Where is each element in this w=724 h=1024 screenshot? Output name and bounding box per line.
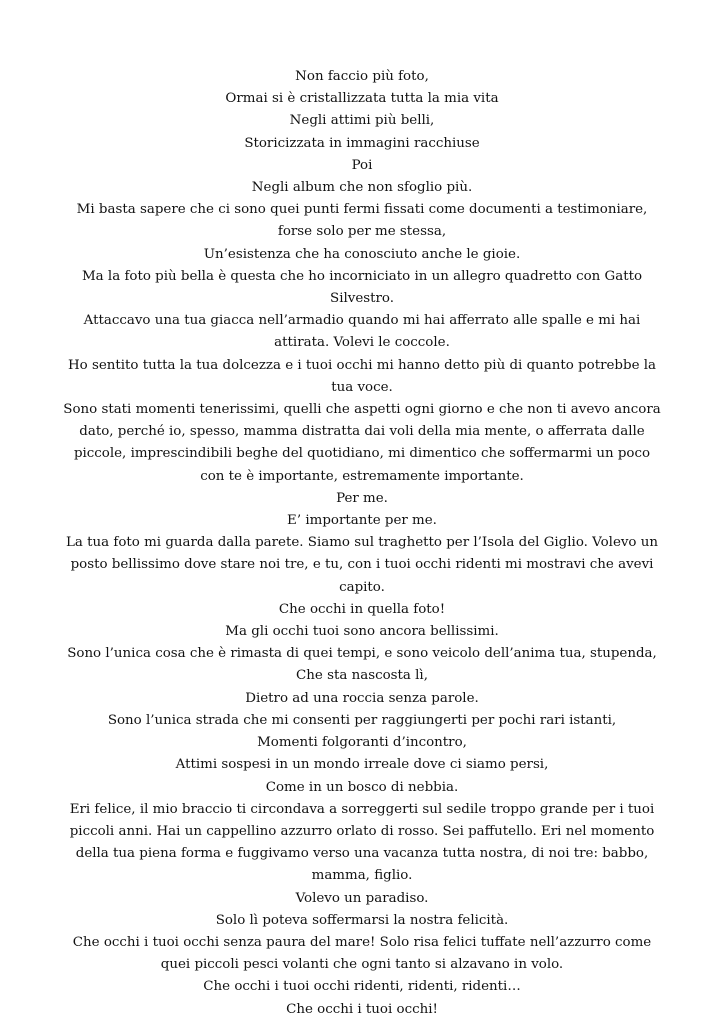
poem-line: Un’esistenza che ha conosciuto anche le gioie. — [203, 246, 521, 262]
poem-line: Sono l’unica cosa che è rimasta di quei tempi, e sono veicolo dell’anima tua, stupenda, — [67, 646, 657, 662]
poem-line: E’ importante per me. — [287, 513, 437, 529]
poem-line: Attimi sospesi in un mondo irreale dove ci siamo persi, — [175, 757, 549, 773]
poem-line: Sono stati momenti tenerissimi, quelli che aspetti ogni giorno e che non ti avevo ancora dato, perché io, spesso, mamma distratta dai voli della mia mente, o afferrata dalle piccole, imprescindibili beghe del quotidiano, mi dimentico che soffermarmi un poco con te è importante, estremamente importante. — [63, 402, 661, 484]
poem-line: Storicizzata in immagini racchiuse — [244, 135, 480, 151]
poem-line: Sono l’unica strada che mi consenti per raggiungerti per pochi rari istanti, — [107, 712, 617, 728]
poem-line: Ma gli occhi tuoi sono ancora bellissimi. — [225, 624, 499, 640]
poem-line: Che occhi i tuoi occhi ridenti, ridenti, ridenti… — [203, 979, 521, 995]
poem-line: Ormai si è cristallizzata tutta la mia vita — [225, 91, 499, 107]
poem-line: Ho sentito tutta la tua dolcezza e i tuoi occhi mi hanno detto più di quanto potrebbe la tua voce. — [67, 357, 657, 395]
poem-line: Attaccavo una tua giacca nell’armadio quando mi hai afferrato alle spalle e mi hai attirata. Volevi le coccole. — [83, 313, 641, 351]
poem-line: Che occhi i tuoi occhi senza paura del mare! Solo risa felici tuffate nell’azzurro come quei piccoli pesci volanti che ogni tanto si alzavano in volo. — [72, 934, 652, 973]
poem-line: Che occhi i tuoi occhi! — [286, 1001, 438, 1017]
poem-line: La tua foto mi guarda dalla parete. Siamo sul traghetto per l’Isola del Giglio. Volevo un posto bellissimo dove stare noi tre, e tu, con i tuoi occhi ridenti mi mostravi che avevi capito. — [65, 535, 658, 595]
poem-line: Mi basta sapere che ci sono quei punti fermi fissati come documenti a testimoniare, forse solo per me stessa, — [76, 202, 648, 240]
poem-line: Solo lì poteva soffermarsi la nostra felicità. — [215, 912, 509, 928]
poem-line: Volevo un paradiso. — [295, 890, 429, 906]
poem-line: Momenti folgoranti d’incontro, — [257, 735, 467, 751]
poem-line: Ma la foto più bella è questa che ho incorniciato in un allegro quadretto con Gatto Silvestro. — [81, 268, 643, 307]
poem-line: Negli attimi più belli, — [289, 113, 435, 129]
poem-line: Che sta nascosta lì, — [296, 668, 428, 684]
poem-line: Dietro ad una roccia senza parole. — [245, 690, 479, 706]
poem-page — [62, 66, 662, 1021]
poem-line: Negli album che non sfoglio più. — [251, 180, 473, 196]
poem-line: Eri felice, il mio braccio ti circondava a sorreggerti sul sedile troppo grande per i tuoi piccoli anni. Hai un cappellino azzurro orlato di rosso. Sei paffutello. Eri nel momento della tua piena forma e fuggivamo verso una vacanza tutta nostra, di noi tre: babbo, mamma, figlio. — [69, 801, 655, 884]
poem-line: Per me. — [336, 490, 388, 506]
poem-line: Che occhi in quella foto! — [278, 601, 446, 617]
poem-line: Come in un bosco di nebbia. — [265, 779, 459, 795]
poem-line: Non faccio più foto, — [295, 69, 429, 84]
poem-line: Poi — [351, 157, 373, 173]
